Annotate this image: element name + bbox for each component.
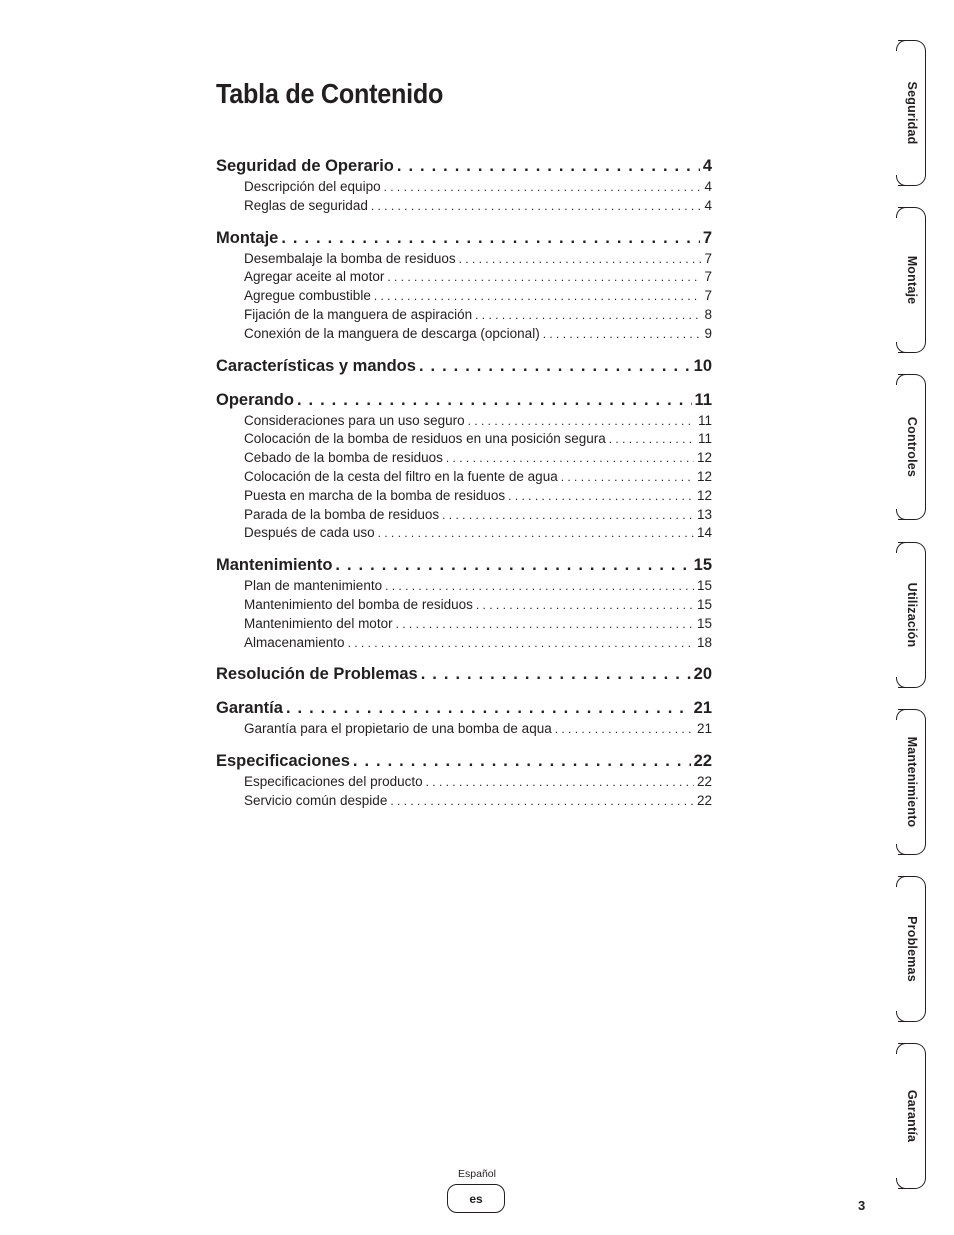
toc-subentry-page: 12 xyxy=(697,449,712,468)
language-label: Español xyxy=(458,1168,496,1180)
toc-subentry-label: Consideraciones para un uso seguro xyxy=(244,412,465,431)
toc-subentry-label: Colocación de la bomba de residuos en una posición segura xyxy=(244,430,606,449)
toc-entry[interactable] xyxy=(216,227,712,250)
side-tab-label: Mantenimiento xyxy=(904,736,919,828)
toc-entry-label: Seguridad de Operario xyxy=(216,155,394,178)
side-tab-label: Controles xyxy=(904,416,919,478)
toc-subentry[interactable] xyxy=(216,720,712,739)
toc-entry-label: Garantía xyxy=(216,697,283,720)
toc-subentry[interactable] xyxy=(216,449,712,468)
dot-leader xyxy=(446,449,694,468)
toc-entry-page: 7 xyxy=(703,227,712,250)
toc-subentry-page: 7 xyxy=(704,268,712,287)
toc-subentry-page: 4 xyxy=(704,197,712,216)
toc-entry[interactable] xyxy=(216,697,712,720)
toc-entry-page: 15 xyxy=(694,554,712,577)
toc-section xyxy=(216,663,712,686)
dot-leader xyxy=(421,663,691,686)
toc-subentry-page: 15 xyxy=(697,577,712,596)
toc-subentry-page: 12 xyxy=(697,487,712,506)
toc-entry[interactable] xyxy=(216,155,712,178)
toc-subentry[interactable] xyxy=(216,250,712,269)
dot-leader xyxy=(378,524,694,543)
toc-subentry[interactable] xyxy=(216,197,712,216)
toc-entry-label: Mantenimiento xyxy=(216,554,332,577)
toc-entry[interactable] xyxy=(216,554,712,577)
toc-subentry[interactable] xyxy=(216,615,712,634)
toc-subentry-page: 14 xyxy=(697,524,712,543)
toc-subentry[interactable] xyxy=(216,325,712,344)
dot-leader xyxy=(286,697,691,720)
toc-subentry[interactable] xyxy=(216,468,712,487)
toc-subentry-label: Después de cada uso xyxy=(244,524,375,543)
toc-subentry[interactable] xyxy=(216,792,712,811)
dot-leader xyxy=(297,389,692,412)
toc-subentry[interactable] xyxy=(216,430,712,449)
dot-leader xyxy=(475,306,701,325)
toc-subentry-page: 9 xyxy=(704,325,712,344)
toc-subentry-label: Almacenamiento xyxy=(244,634,345,653)
side-tab-label: Garantía xyxy=(904,1089,919,1143)
toc-subentry-page: 22 xyxy=(697,792,712,811)
toc-entry-page: 22 xyxy=(694,750,712,773)
toc-subentry-page: 11 xyxy=(698,412,712,431)
toc-section xyxy=(216,697,712,739)
dot-leader xyxy=(374,287,702,306)
page-title: Tabla de Contenido xyxy=(216,78,444,109)
side-tab[interactable] xyxy=(898,207,926,353)
side-tab[interactable] xyxy=(898,374,926,520)
dot-leader xyxy=(384,178,702,197)
toc-entry-label: Operando xyxy=(216,389,294,412)
dot-leader xyxy=(396,615,694,634)
side-tab[interactable] xyxy=(898,40,926,186)
toc-subentry-page: 18 xyxy=(697,634,712,653)
toc-entry[interactable] xyxy=(216,663,712,686)
side-tab-label: Problemas xyxy=(904,916,919,982)
toc-subentry-label: Puesta en marcha de la bomba de residuos xyxy=(244,487,505,506)
dot-leader xyxy=(335,554,690,577)
toc-subentry-label: Fijación de la manguera de aspiración xyxy=(244,306,472,325)
toc-subentry[interactable] xyxy=(216,577,712,596)
toc-subentry-label: Parada de la bomba de residuos xyxy=(244,506,439,525)
toc-subentry-page: 12 xyxy=(697,468,712,487)
toc-subentry[interactable] xyxy=(216,634,712,653)
toc-subentry-label: Desembalaje la bomba de residuos xyxy=(244,250,456,269)
table-of-contents xyxy=(216,155,712,822)
side-tab-label: Utilización xyxy=(904,582,919,648)
toc-subentry[interactable] xyxy=(216,524,712,543)
toc-subentry-label: Colocación de la cesta del filtro en la fuente de agua xyxy=(244,468,558,487)
dot-leader xyxy=(468,412,695,431)
toc-subentry-page: 4 xyxy=(704,178,712,197)
toc-subentry-label: Mantenimiento del motor xyxy=(244,615,393,634)
toc-section xyxy=(216,554,712,652)
toc-subentry[interactable] xyxy=(216,596,712,615)
toc-subentry-page: 7 xyxy=(704,287,712,306)
toc-subentry[interactable] xyxy=(216,268,712,287)
toc-subentry-label: Servicio común despide xyxy=(244,792,387,811)
toc-subentry-page: 15 xyxy=(697,615,712,634)
side-tab[interactable] xyxy=(898,1043,926,1189)
side-tab-label: Seguridad xyxy=(904,81,919,145)
page-number: 3 xyxy=(858,1198,866,1213)
toc-subentry-label: Agregue combustible xyxy=(244,287,371,306)
dot-leader xyxy=(390,792,694,811)
dot-leader xyxy=(348,634,694,653)
side-tab[interactable] xyxy=(898,709,926,855)
dot-leader xyxy=(459,250,702,269)
toc-subentry-label: Agregar aceite al motor xyxy=(244,268,384,287)
toc-subentry[interactable] xyxy=(216,773,712,792)
toc-section xyxy=(216,227,712,344)
toc-entry[interactable] xyxy=(216,389,712,412)
toc-section xyxy=(216,389,712,544)
toc-subentry-label: Mantenimiento del bomba de residuos xyxy=(244,596,473,615)
dot-leader xyxy=(442,506,694,525)
toc-entry-page: 21 xyxy=(694,697,712,720)
toc-subentry-label: Garantía para el propietario de una bomba de aqua xyxy=(244,720,552,739)
dot-leader xyxy=(281,227,699,250)
toc-subentry-page: 11 xyxy=(698,430,712,449)
dot-leader xyxy=(397,155,700,178)
dot-leader xyxy=(476,596,694,615)
toc-subentry[interactable] xyxy=(216,506,712,525)
toc-subentry-label: Conexión de la manguera de descarga (opcional) xyxy=(244,325,540,344)
toc-subentry-page: 8 xyxy=(704,306,712,325)
toc-subentry-page: 21 xyxy=(697,720,712,739)
dot-leader xyxy=(385,577,694,596)
toc-entry[interactable] xyxy=(216,750,712,773)
language-badge xyxy=(447,1184,505,1213)
toc-subentry-page: 15 xyxy=(697,596,712,615)
toc-subentry-label: Reglas de seguridad xyxy=(244,197,368,216)
toc-section xyxy=(216,750,712,811)
toc-entry-page: 11 xyxy=(695,389,712,412)
toc-entry-label: Características y mandos xyxy=(216,355,416,378)
toc-entry-label: Montaje xyxy=(216,227,278,250)
dot-leader xyxy=(426,773,694,792)
side-tab[interactable] xyxy=(898,876,926,1022)
language-code: es xyxy=(469,1191,483,1206)
toc-section xyxy=(216,355,712,378)
dot-leader xyxy=(609,430,695,449)
toc-subentry-page: 22 xyxy=(697,773,712,792)
toc-entry-page: 20 xyxy=(694,663,712,686)
dot-leader xyxy=(419,355,691,378)
toc-entry[interactable] xyxy=(216,355,712,378)
side-tab-label: Montaje xyxy=(904,255,919,305)
dot-leader xyxy=(555,720,694,739)
dot-leader xyxy=(387,268,701,287)
toc-subentry-page: 13 xyxy=(697,506,712,525)
toc-entry-label: Especificaciones xyxy=(216,750,350,773)
toc-subentry-label: Cebado de la bomba de residuos xyxy=(244,449,443,468)
toc-section xyxy=(216,155,712,216)
toc-subentry[interactable] xyxy=(216,487,712,506)
dot-leader xyxy=(508,487,694,506)
toc-subentry-label: Descripción del equipo xyxy=(244,178,381,197)
toc-entry-page: 4 xyxy=(703,155,712,178)
toc-entry-page: 10 xyxy=(694,355,712,378)
toc-entry-label: Resolución de Problemas xyxy=(216,663,418,686)
dot-leader xyxy=(371,197,702,216)
toc-subentry-label: Plan de mantenimiento xyxy=(244,577,382,596)
dot-leader xyxy=(543,325,702,344)
toc-subentry[interactable] xyxy=(216,178,712,197)
toc-subentry[interactable] xyxy=(216,412,712,431)
toc-subentry[interactable] xyxy=(216,306,712,325)
dot-leader xyxy=(561,468,694,487)
toc-subentry[interactable] xyxy=(216,287,712,306)
dot-leader xyxy=(353,750,691,773)
side-tab[interactable] xyxy=(898,542,926,688)
toc-subentry-page: 7 xyxy=(704,250,712,269)
toc-subentry-label: Especificaciones del producto xyxy=(244,773,423,792)
